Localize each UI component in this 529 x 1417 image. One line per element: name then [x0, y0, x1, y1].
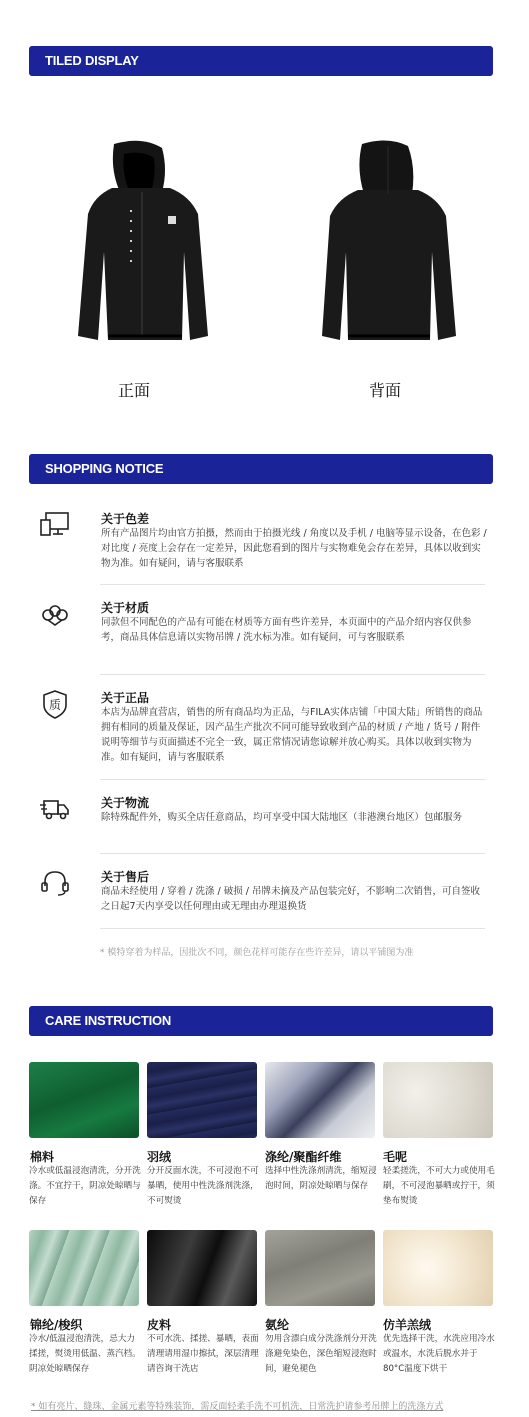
fabric-description: 冷水/低温浸泡清洗，忌大力揉搓，熨烫用低温、蒸汽档。阴凉处晾晒保存	[29, 1334, 141, 1374]
section-header-care-instruction	[29, 1006, 493, 1036]
divider	[100, 584, 485, 585]
section-header-tiled-display	[29, 46, 493, 76]
section-title: TILED DISPLAY	[45, 53, 139, 68]
fabric-title: 皮料	[147, 1318, 172, 1332]
cotton-icon	[40, 599, 70, 629]
fabric-description: 冷水或低温浸泡清洗，分开洗涤。不宜拧干，阴凉处晾晒与保存	[29, 1166, 141, 1206]
fabric-title: 涤纶/聚酯纤维	[265, 1150, 342, 1164]
notice-body: 商品未经使用 / 穿着 / 洗涤 / 破损 / 吊牌未摘及产品包装完好，不影响二次销售，可自签收之日起7天内享受以任何理由或无理由办理退换货	[101, 886, 480, 912]
monitor-phone-icon	[40, 510, 70, 540]
section-title: CARE INSTRUCTION	[45, 1013, 172, 1028]
svg-text:质: 质	[48, 698, 62, 712]
fabric-description: 分开反面水洗，不可浸泡不可暴晒，使用中性洗涤剂洗涤，不可熨烫	[147, 1166, 259, 1206]
notice-body: 所有产品图片均由官方拍摄，然而由于拍摄光线 / 角度以及手机 / 电脑等显示设备，在色彩 / 对比度 / 亮度上会存在一定差异，因此您看到的图片与实物难免会存在差异，具体以收到实物为准。如有疑问，请与客服联系	[101, 528, 487, 569]
section-header-shopping-notice	[29, 454, 493, 484]
fabric-swatch-polyester	[265, 1062, 375, 1138]
notice-title: 关于正品	[101, 691, 150, 705]
notice-body: 本店为品牌直营店，销售的所有商品均为正品，与FILA实体店铺「中国大陆」所销售的商品拥有相同的质量及保证，因产品生产批次不同可能导致收到产品的材质 / 产地 / 货号 / 附件说明等细节与页面描述不完全一致，属正常情况请您谅解并放心购买。具体以收到实物为准。如有疑问，请与客服联系	[101, 707, 483, 763]
fabric-description: 轻柔搓洗，不可大力或使用毛刷，不可浸泡暴晒或拧干，须垫布熨烫	[383, 1166, 495, 1206]
notice-body: 同款但不同配色的产品有可能在材质等方面有些许差异，本页面中的产品介绍内容仅供参考，商品具体信息请以实物吊牌 / 洗水标为准。如有疑问，可与客服联系	[101, 617, 472, 643]
jacket-front-image	[72, 140, 212, 345]
fabric-title: 棉料	[30, 1150, 55, 1164]
fabric-description: 选择中性洗涤剂清洗，缩短浸泡时间，阴凉处晾晒与保存	[265, 1166, 377, 1191]
fabric-title: 毛呢	[383, 1150, 408, 1164]
fabric-description: 不可水洗、揉搓、暴晒，表面清理请用湿巾擦拭，深层清理请咨询干洗店	[147, 1334, 259, 1374]
front-view-label: 正面	[118, 381, 151, 400]
divider	[100, 674, 485, 675]
back-view-label: 背面	[369, 381, 402, 400]
headset-icon	[40, 868, 70, 898]
notice-title: 关于色差	[101, 512, 150, 526]
notice-title: 关于售后	[101, 870, 150, 884]
fabric-swatch-nylon	[29, 1230, 139, 1306]
divider	[100, 779, 485, 780]
fabric-swatch-wool	[383, 1062, 493, 1138]
quality-shield-icon	[40, 689, 70, 719]
section-title: SHOPPING NOTICE	[45, 461, 164, 476]
care-footnote: * 如有亮片、缝珠、金属元素等特殊装饰，需反面轻柔手洗不可机洗，日常洗护请参考吊牌上的洗涤方式	[31, 1402, 444, 1412]
fabric-swatch-leather	[147, 1230, 257, 1306]
divider	[100, 928, 485, 929]
fabric-swatch-spandex	[265, 1230, 375, 1306]
fabric-title: 氨纶	[265, 1318, 290, 1332]
notice-footnote: * 模特穿着为样品，因批次不同，颜色花样可能存在些许差异，请以平铺图为准	[100, 948, 414, 958]
notice-title: 关于物流	[101, 796, 150, 810]
fabric-title: 锦纶/梭织	[30, 1318, 83, 1332]
fabric-swatch-down	[147, 1062, 257, 1138]
fabric-swatch-faux-lambswool	[383, 1230, 493, 1306]
notice-body: 除特殊配件外，购买全店任意商品，均可享受中国大陆地区（非港澳台地区）包邮服务	[101, 812, 463, 823]
divider	[100, 853, 485, 854]
fabric-description: 勿用含漂白成分洗涤剂分开洗涤避免染色，深色缩短浸泡时间，避免褪色	[265, 1334, 377, 1374]
fabric-title: 羽绒	[147, 1150, 172, 1164]
fabric-title: 仿羊羔绒	[383, 1318, 432, 1332]
jacket-back-image	[318, 140, 458, 345]
fabric-swatch-cotton	[29, 1062, 139, 1138]
notice-title: 关于材质	[101, 601, 150, 615]
fabric-description: 优先选择干洗，水洗应用冷水或温水，水洗后脱水并于80°C温度下烘干	[383, 1334, 495, 1374]
delivery-truck-icon	[40, 794, 70, 824]
